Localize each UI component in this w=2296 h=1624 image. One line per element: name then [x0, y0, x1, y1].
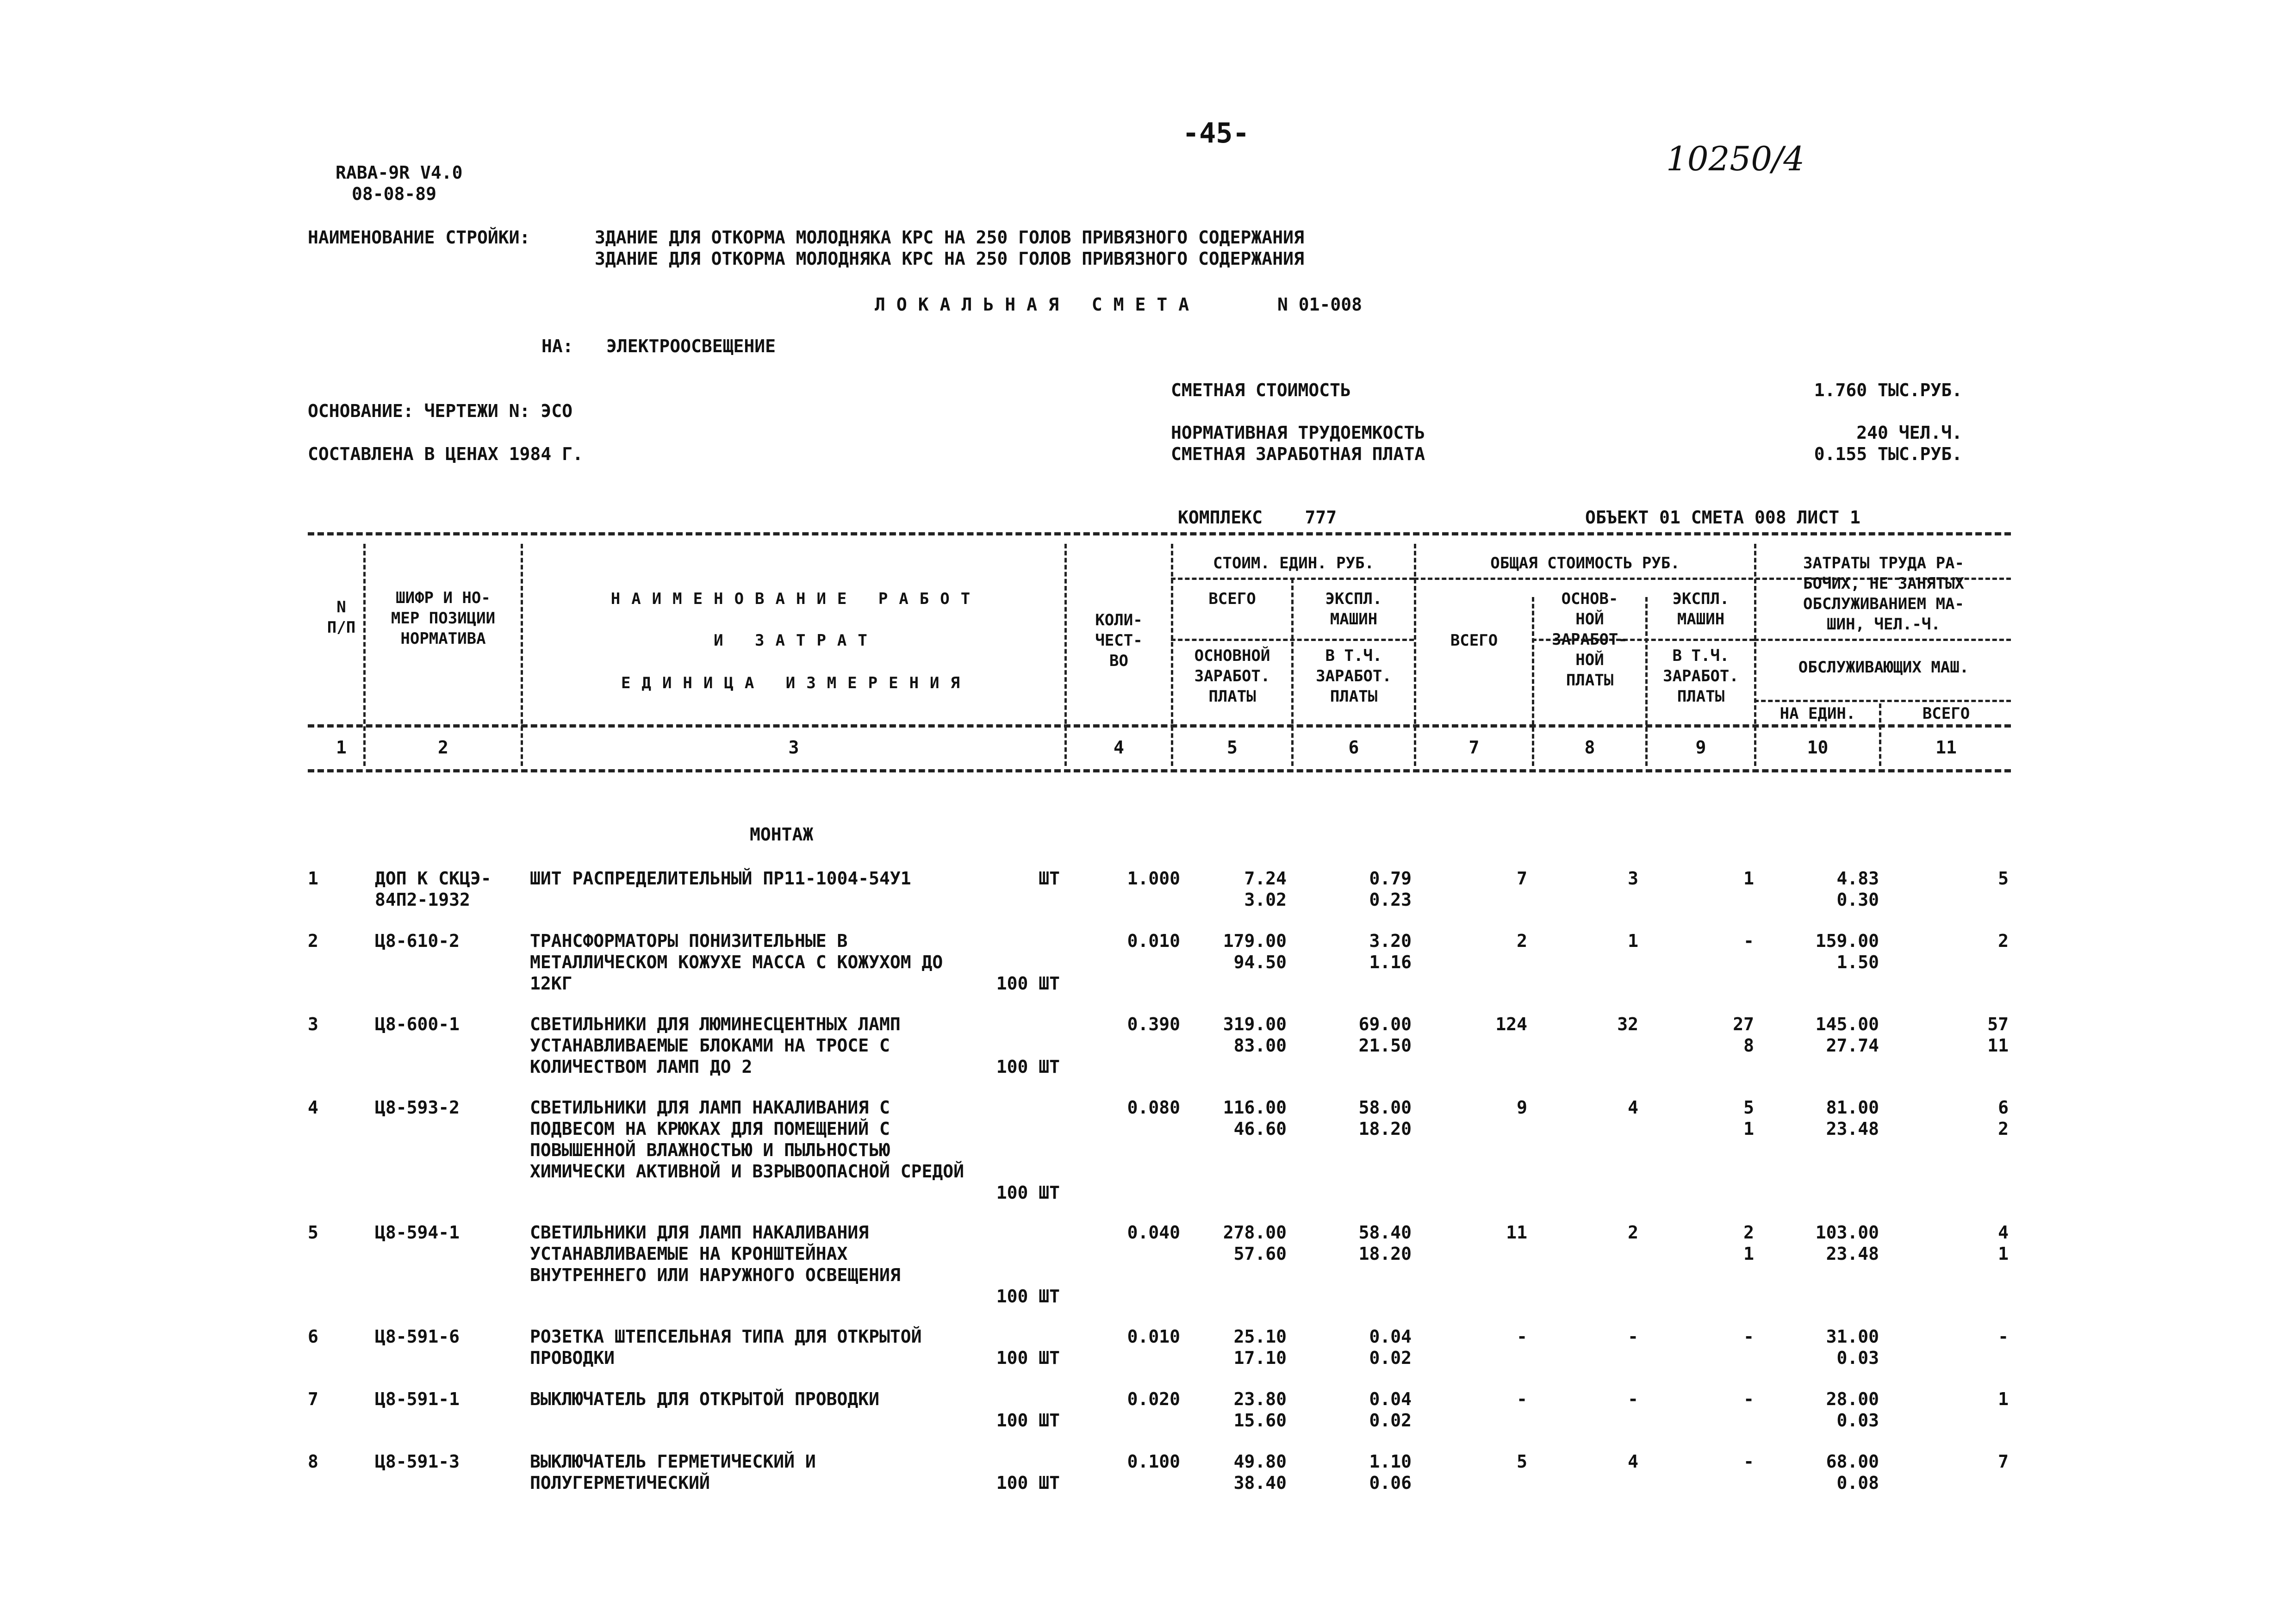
construction-name-2: ЗДАНИЕ ДЛЯ ОТКОРМА МОЛОДНЯКА КРС НА 250 ГОЛОВ ПРИВЯЗНОГО СОДЕРЖАНИЯ — [595, 249, 1304, 269]
col-header-unit-cost: СТОИМ. ЕДИН. РУБ. — [1213, 554, 1374, 572]
col-header-10: НА ЕДИН. — [1780, 704, 1856, 723]
row-qty: 0.020 — [1127, 1389, 1180, 1409]
row-code: Ц8-591-3 — [375, 1451, 460, 1472]
wage-label: СМЕТНАЯ ЗАРАБОТНАЯ ПЛАТА — [1171, 444, 1425, 464]
row-wages: 3 — [1628, 868, 1638, 889]
row-name: ШИТ РАСПРЕДЕЛИТЕЛЬНЫЙ ПР11-1004-54У1 — [530, 868, 911, 889]
row-code: Ц8-600-1 — [375, 1014, 460, 1034]
row-machines: - — [1743, 1451, 1754, 1472]
row-code: Ц8-593-2 — [375, 1097, 460, 1118]
col-divider — [363, 544, 366, 766]
row-unit: ШТ — [1039, 868, 1060, 889]
row-machines: - — [1743, 931, 1754, 951]
row-unit: 100 ШТ — [996, 973, 1060, 994]
col-divider — [521, 544, 523, 766]
row-name: ВЫКЛЮЧАТЕЛЬ ДЛЯ ОТКРЫТОЙ ПРОВОДКИ — [530, 1389, 879, 1409]
row-code: Ц8-591-1 — [375, 1389, 460, 1409]
col-header-qty: КОЛИ- ЧЕСТ- ВО — [1095, 611, 1143, 670]
col-number: 3 — [788, 737, 799, 758]
col-header-name-2: И ЗАТРАТ — [714, 631, 878, 650]
row-wages: - — [1628, 1326, 1638, 1347]
row-labor-total: - — [1998, 1326, 2009, 1347]
row-qty: 0.040 — [1127, 1222, 1180, 1243]
sub-rule — [1171, 578, 1414, 580]
col-header-total-cost: ОБЩАЯ СТОИМОСТЬ РУБ. — [1490, 554, 1680, 572]
object-sheet: ОБЪЕКТ 01 СМЕТА 008 ЛИСТ 1 — [1585, 507, 1860, 528]
row-labor-unit: 4.83 0.30 — [1836, 868, 1879, 910]
row-labor-total: 5 — [1998, 868, 2009, 889]
row-machines: 2 1 — [1743, 1222, 1754, 1264]
col-number: 5 — [1227, 737, 1238, 758]
row-total: 7 — [1517, 868, 1527, 889]
row-total: 2 — [1517, 931, 1527, 951]
col-number: 11 — [1935, 737, 1957, 758]
row-labor-total: 6 2 — [1998, 1097, 2009, 1139]
prices-year: СОСТАВЛЕНА В ЦЕНАХ 1984 Г. — [308, 444, 583, 464]
col-header-9a: ЭКСПЛ. МАШИН — [1672, 590, 1730, 628]
row-wages: 32 — [1617, 1014, 1638, 1034]
cost-value: 1.760 ТЫС.РУБ. — [1814, 380, 1962, 400]
row-code: Ц8-594-1 — [375, 1222, 460, 1243]
program-tag: RABA-9R V4.0 — [336, 162, 463, 183]
row-name: ВЫКЛЮЧАТЕЛЬ ГЕРМЕТИЧЕСКИЙ И ПОЛУГЕРМЕТИЧЕСКИЙ — [530, 1451, 816, 1493]
col-header-5a: ВСЕГО — [1208, 590, 1256, 608]
col-header-n: N П/П — [327, 598, 356, 637]
col-number: 1 — [336, 737, 347, 758]
col-header-unit: ЕДИНИЦА ИЗМЕРЕНИЯ — [621, 674, 971, 692]
row-unit-machines: 3.20 1.16 — [1369, 931, 1412, 972]
row-unit-total: 49.80 38.40 — [1233, 1451, 1287, 1493]
row-unit-machines: 0.04 0.02 — [1369, 1389, 1412, 1431]
row-labor-unit: 68.00 0.08 — [1826, 1451, 1879, 1493]
row-machines: 5 1 — [1743, 1097, 1754, 1139]
row-wages: 2 — [1628, 1222, 1638, 1243]
col-header-11: ВСЕГО — [1922, 704, 1970, 723]
page-number: -45- — [1182, 117, 1250, 149]
row-code: ДОП К СКЦЭ- 84П2-1932 — [375, 868, 492, 910]
row-machines: - — [1743, 1326, 1754, 1347]
estimate-title: ЛОКАЛЬНАЯ СМЕТА — [875, 294, 1201, 315]
section-title: МОНТАЖ — [750, 824, 814, 845]
table-bottom-rule — [308, 769, 2011, 772]
row-unit: 100 ШТ — [996, 1410, 1060, 1431]
row-machines: 27 8 — [1733, 1014, 1754, 1056]
row-unit-total: 23.80 15.60 — [1233, 1389, 1287, 1431]
row-name: ТРАНСФОРМАТОРЫ ПОНИЗИТЕЛЬНЫЕ В МЕТАЛЛИЧЕСКОМ КОЖУХЕ МАССА С КОЖУХОМ ДО 12КГ — [530, 931, 943, 994]
row-wages: 4 — [1628, 1451, 1638, 1472]
row-total: - — [1517, 1389, 1527, 1409]
row-unit-total: 7.24 3.02 — [1244, 868, 1287, 910]
row-unit-total: 116.00 46.60 — [1223, 1097, 1287, 1139]
row-name: СВЕТИЛЬНИКИ ДЛЯ ЛАМП НАКАЛИВАНИЯ УСТАНАВЛИВАЕМЫЕ НА КРОНШТЕЙНАХ ВНУТРЕННЕГО ИЛИ НАРУЖНОГО ОСВЕЩЕНИЯ — [530, 1222, 901, 1285]
row-labor-unit: 31.00 0.03 — [1826, 1326, 1879, 1368]
col-header-9b: В Т.Ч. ЗАРАБОТ. ПЛАТЫ — [1663, 647, 1739, 706]
col-number: 10 — [1807, 737, 1829, 758]
row-number: 6 — [308, 1326, 318, 1347]
row-qty: 0.010 — [1127, 1326, 1180, 1347]
row-code: Ц8-610-2 — [375, 931, 460, 951]
row-unit: 100 ШТ — [996, 1286, 1060, 1307]
row-number: 8 — [308, 1451, 318, 1472]
row-name: СВЕТИЛЬНИКИ ДЛЯ ЛЮМИНЕСЦЕНТНЫХ ЛАМП УСТАНАВЛИВАЕМЫЕ БЛОКАМИ НА ТРОСЕ С КОЛИЧЕСТВОМ ЛАМП ДО 2 — [530, 1014, 901, 1077]
row-unit-total: 179.00 94.50 — [1223, 931, 1287, 972]
row-total: 11 — [1506, 1222, 1527, 1243]
row-name: СВЕТИЛЬНИКИ ДЛЯ ЛАМП НАКАЛИВАНИЯ С ПОДВЕСОМ НА КРЮКАХ ДЛЯ ПОМЕЩЕНИЙ С ПОВЫШЕННОЙ ВЛАЖНОСТЬЮ И ПЫЛЬНОСТЬЮ ХИМИЧЕСКИ АКТИВНОЙ И ВЗРЫВООПАСНОЙ СРЕДОЙ — [530, 1097, 964, 1182]
row-labor-unit: 28.00 0.03 — [1826, 1389, 1879, 1431]
row-unit-total: 25.10 17.10 — [1233, 1326, 1287, 1368]
sub-rule — [1754, 639, 2011, 641]
handwritten-doc-code: 10250/4 — [1666, 139, 1805, 178]
row-unit-machines: 69.00 21.50 — [1358, 1014, 1412, 1056]
row-wages: - — [1628, 1389, 1638, 1409]
row-number: 3 — [308, 1014, 318, 1034]
row-qty: 0.080 — [1127, 1097, 1180, 1118]
col-number: 6 — [1348, 737, 1359, 758]
row-labor-unit: 159.00 1.50 — [1815, 931, 1879, 972]
col-number: 7 — [1468, 737, 1480, 758]
row-machines: - — [1743, 1389, 1754, 1409]
sub-rule — [1171, 639, 1414, 641]
row-qty: 0.390 — [1127, 1014, 1180, 1034]
row-unit-total: 319.00 83.00 — [1223, 1014, 1287, 1056]
row-wages: 4 — [1628, 1097, 1638, 1118]
row-unit: 100 ШТ — [996, 1473, 1060, 1493]
labor-label: НОРМАТИВНАЯ ТРУДОЕМКОСТЬ — [1171, 423, 1425, 443]
wage-value: 0.155 ТЫС.РУБ. — [1814, 444, 1962, 464]
row-labor-unit: 145.00 27.74 — [1815, 1014, 1879, 1056]
sub-rule — [1754, 700, 2011, 702]
col-header-6b: В Т.Ч. ЗАРАБОТ. ПЛАТЫ — [1316, 647, 1392, 706]
print-date: 08-08-89 — [352, 184, 437, 204]
row-name: РОЗЕТКА ШТЕПСЕЛЬНАЯ ТИПА ДЛЯ ОТКРЫТОЙ ПРОВОДКИ — [530, 1326, 922, 1368]
row-number: 1 — [308, 868, 318, 889]
col-header-7: ВСЕГО — [1450, 631, 1498, 650]
row-labor-unit: 103.00 23.48 — [1815, 1222, 1879, 1264]
row-labor-total: 4 1 — [1998, 1222, 2009, 1264]
row-total: - — [1517, 1326, 1527, 1347]
col-header-labor-machines: ОБСЛУЖИВАЮЩИХ МАШ. — [1798, 658, 1969, 677]
row-unit: 100 ШТ — [996, 1348, 1060, 1368]
construction-name-1: ЗДАНИЕ ДЛЯ ОТКОРМА МОЛОДНЯКА КРС НА 250 ГОЛОВ ПРИВЯЗНОГО СОДЕРЖАНИЯ — [595, 227, 1304, 248]
row-total: 124 — [1495, 1014, 1527, 1034]
row-unit: 100 ШТ — [996, 1182, 1060, 1203]
labor-value: 240 ЧЕЛ.Ч. — [1856, 423, 1962, 443]
row-unit: 100 ШТ — [996, 1057, 1060, 1077]
row-qty: 1.000 — [1127, 868, 1180, 889]
complex: КОМПЛЕКС 777 — [1178, 507, 1337, 528]
construction-label: НАИМЕНОВАНИЕ СТРОЙКИ: — [308, 227, 530, 248]
col-header-5b: ОСНОВНОЙ ЗАРАБОТ. ПЛАТЫ — [1194, 647, 1270, 706]
row-unit-machines: 58.40 18.20 — [1358, 1222, 1412, 1264]
row-qty: 0.010 — [1127, 931, 1180, 951]
col-header-name-1: НАИМЕНОВАНИЕ РАБОТ — [610, 590, 982, 608]
row-qty: 0.100 — [1127, 1451, 1180, 1472]
row-unit-machines: 0.04 0.02 — [1369, 1326, 1412, 1368]
table-top-rule — [308, 532, 2011, 535]
row-unit-machines: 58.00 18.20 — [1358, 1097, 1412, 1139]
col-header-code: ШИФР И НО- МЕР ПОЗИЦИИ НОРМАТИВА — [391, 589, 496, 648]
col-header-labor: ЗАТРАТЫ ТРУДА РА- БОЧИХ, НЕ ЗАНЯТЫХ ОБСЛУЖИВАНИЕМ МА- ШИН, ЧЕЛ.-Ч. — [1803, 554, 1964, 634]
row-number: 4 — [308, 1097, 318, 1118]
cost-label: СМЕТНАЯ СТОИМОСТЬ — [1171, 380, 1351, 400]
row-code: Ц8-591-6 — [375, 1326, 460, 1347]
row-labor-total: 57 11 — [1987, 1014, 2009, 1056]
row-labor-unit: 81.00 23.48 — [1826, 1097, 1879, 1139]
row-labor-total: 2 — [1998, 931, 2009, 951]
col-header-8: ОСНОВ- НОЙ ЗАРАБОТ- НОЙ ПЛАТЫ — [1552, 590, 1628, 690]
col-number: 4 — [1114, 737, 1124, 758]
on-value: ЭЛЕКТРООСВЕЩЕНИЕ — [606, 336, 776, 356]
row-number: 7 — [308, 1389, 318, 1409]
row-labor-total: 7 — [1998, 1451, 2009, 1472]
row-total: 9 — [1517, 1097, 1527, 1118]
row-labor-total: 1 — [1998, 1389, 2009, 1409]
row-unit-machines: 0.79 0.23 — [1369, 868, 1412, 910]
col-number: 2 — [438, 737, 448, 758]
on-label: НА: — [541, 336, 573, 356]
col-header-6a: ЭКСПЛ. МАШИН — [1325, 590, 1382, 628]
row-wages: 1 — [1628, 931, 1638, 951]
row-unit-machines: 1.10 0.06 — [1369, 1451, 1412, 1493]
row-number: 2 — [308, 931, 318, 951]
col-number: 9 — [1695, 737, 1706, 758]
row-unit-total: 278.00 57.60 — [1223, 1222, 1287, 1264]
row-total: 5 — [1517, 1451, 1527, 1472]
estimate-number: N 01-008 — [1277, 294, 1363, 315]
row-number: 5 — [308, 1222, 318, 1243]
col-number: 8 — [1584, 737, 1595, 758]
basis: ОСНОВАНИЕ: ЧЕРТЕЖИ N: ЭСО — [308, 401, 572, 421]
col-divider — [1414, 544, 1416, 766]
row-machines: 1 — [1743, 868, 1754, 889]
